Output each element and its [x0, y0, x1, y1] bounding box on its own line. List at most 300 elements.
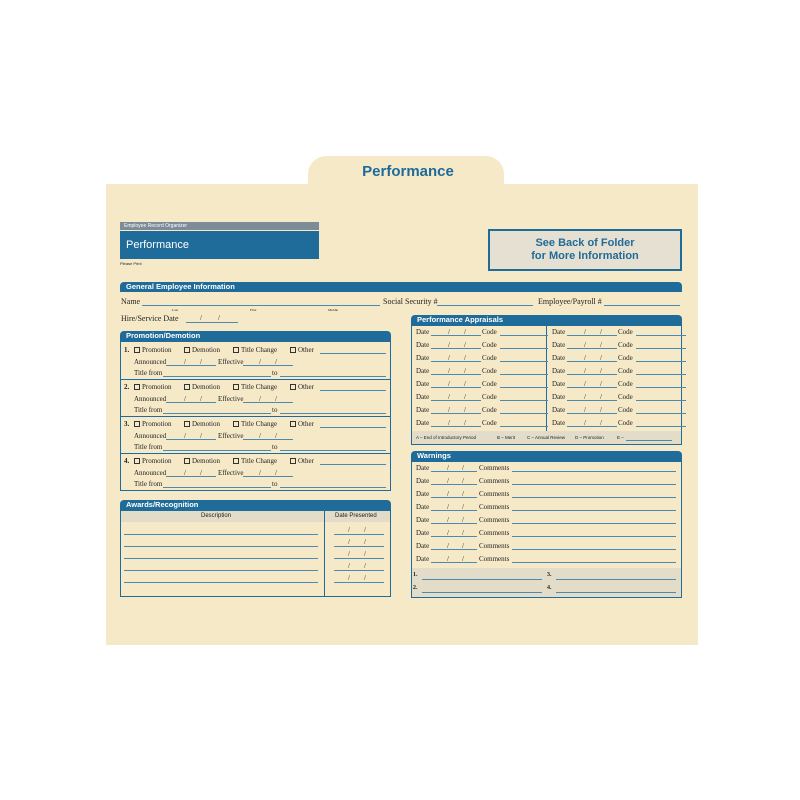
- checkbox-label: Title Change: [241, 346, 278, 354]
- to-label: to: [272, 480, 278, 488]
- award-date-slash: /: [348, 538, 350, 546]
- warning-num-4-field[interactable]: [556, 592, 676, 593]
- checkbox-label: Other: [298, 420, 314, 428]
- warning-comments-field[interactable]: [512, 562, 676, 563]
- warning-date-field[interactable]: [431, 471, 477, 472]
- appraisal-date-slash: /: [464, 406, 466, 414]
- appraisal-date-slash: /: [464, 380, 466, 388]
- appraisal-date-slash: /: [448, 393, 450, 401]
- checkbox-box[interactable]: [290, 421, 296, 427]
- checkbox-label: Demotion: [192, 420, 220, 428]
- title-to-field[interactable]: [280, 450, 386, 451]
- appraisal-code-field[interactable]: [636, 426, 686, 427]
- appraisal-code-field[interactable]: [500, 413, 548, 414]
- appraisal-code-field[interactable]: [500, 400, 548, 401]
- appraisal-date-field[interactable]: [431, 400, 481, 401]
- warning-num-1-field[interactable]: [422, 579, 542, 580]
- checkbox-box[interactable]: [134, 458, 140, 464]
- checkbox-label: Demotion: [192, 457, 220, 465]
- promotion-entry-number: 2.: [124, 383, 130, 391]
- to-label: to: [272, 369, 278, 377]
- appraisal-date-label: Date: [552, 367, 566, 375]
- warning-date-slash: /: [462, 529, 464, 537]
- awards-col-date: Date Presented: [335, 513, 377, 519]
- checkbox-label: Promotion: [142, 346, 172, 354]
- warning-comments-label: Comments: [479, 477, 510, 485]
- warning-date-slash: /: [462, 503, 464, 511]
- appraisal-date-label: Date: [552, 328, 566, 336]
- tab-label: Performance: [362, 163, 454, 180]
- warning-date-label: Date: [416, 542, 430, 550]
- checkbox-other[interactable]: [290, 420, 314, 428]
- checkbox-other[interactable]: [290, 346, 314, 354]
- appraisal-code-label: Code: [618, 354, 633, 362]
- appraisal-date-slash: /: [448, 341, 450, 349]
- warning-comments-field[interactable]: [512, 510, 676, 511]
- appraisal-date-slash: /: [600, 354, 602, 362]
- warning-num-3-field[interactable]: [556, 579, 676, 580]
- checkbox-label: Promotion: [142, 420, 172, 428]
- appraisal-code-field[interactable]: [500, 361, 548, 362]
- warning-num-2-field[interactable]: [422, 592, 542, 593]
- appraisal-date-slash: /: [600, 406, 602, 414]
- general-section-header: General Employee Information: [120, 282, 682, 292]
- appraisal-date-field[interactable]: [431, 387, 481, 388]
- effective-field[interactable]: [243, 439, 293, 440]
- appraisal-date-slash: /: [464, 419, 466, 427]
- effective-slash: /: [275, 395, 277, 403]
- warning-date-label: Date: [416, 529, 430, 537]
- appraisal-code-field[interactable]: [500, 387, 548, 388]
- checkbox-title-change[interactable]: [233, 420, 277, 428]
- effective-field[interactable]: [243, 476, 293, 477]
- appraisal-date-slash: /: [464, 367, 466, 375]
- title-to-field[interactable]: [280, 413, 386, 414]
- appraisal-code-field[interactable]: [500, 426, 548, 427]
- checkbox-box[interactable]: [233, 458, 239, 464]
- appraisal-date-label: Date: [416, 341, 430, 349]
- title-from-field[interactable]: [163, 450, 271, 451]
- appraisal-code-label: Code: [482, 367, 497, 375]
- form-title: Performance: [126, 239, 189, 251]
- appraisal-date-slash: /: [448, 406, 450, 414]
- award-date-slash: /: [348, 526, 350, 534]
- appraisal-date-label: Date: [552, 341, 566, 349]
- warning-date-field[interactable]: [431, 549, 477, 550]
- title-from-field[interactable]: [163, 487, 271, 488]
- warning-comments-field[interactable]: [512, 549, 676, 550]
- effective-label: Effective: [218, 469, 244, 477]
- warning-date-field[interactable]: [431, 484, 477, 485]
- legend-e: E –: [617, 435, 624, 440]
- appraisal-code-label: Code: [482, 380, 497, 388]
- appraisal-date-field[interactable]: [567, 348, 617, 349]
- appraisal-code-label: Code: [482, 341, 497, 349]
- appraisal-date-field[interactable]: [567, 400, 617, 401]
- checkbox-label: Promotion: [142, 383, 172, 391]
- effective-label: Effective: [218, 395, 244, 403]
- checkbox-label: Promotion: [142, 457, 172, 465]
- appraisal-date-field[interactable]: [431, 413, 481, 414]
- checkbox-promotion[interactable]: [134, 420, 172, 428]
- award-date-slash: /: [364, 538, 366, 546]
- announced-slash: /: [200, 395, 202, 403]
- appraisal-date-label: Date: [416, 354, 430, 362]
- effective-slash: /: [275, 358, 277, 366]
- warning-date-field[interactable]: [431, 523, 477, 524]
- appraisal-date-label: Date: [416, 393, 430, 401]
- warning-date-label: Date: [416, 503, 430, 511]
- appraisal-code-field[interactable]: [500, 374, 548, 375]
- warning-date-label: Date: [416, 464, 430, 472]
- appraisal-date-field[interactable]: [567, 335, 617, 336]
- appraisal-date-field[interactable]: [567, 361, 617, 362]
- award-date-field[interactable]: [334, 546, 384, 547]
- appraisal-code-label: Code: [618, 367, 633, 375]
- other-field[interactable]: [320, 427, 386, 428]
- checkbox-label: Title Change: [241, 420, 278, 428]
- checkbox-label: Other: [298, 457, 314, 465]
- award-date-field[interactable]: [334, 558, 384, 559]
- checkbox-box[interactable]: [290, 384, 296, 390]
- other-field[interactable]: [320, 464, 386, 465]
- checkbox-box[interactable]: [184, 347, 190, 353]
- checkbox-box[interactable]: [233, 421, 239, 427]
- awards-col-divider: [324, 511, 325, 596]
- appraisal-code-label: Code: [482, 406, 497, 414]
- announced-slash: /: [184, 469, 186, 477]
- please-print-label: Please Print: [120, 261, 142, 266]
- warning-comments-label: Comments: [479, 555, 510, 563]
- checkbox-title-change[interactable]: [233, 457, 277, 465]
- award-date-slash: /: [364, 562, 366, 570]
- appraisal-date-slash: /: [584, 354, 586, 362]
- employee-label: Employee/Payroll #: [538, 297, 602, 306]
- appraisal-code-field[interactable]: [636, 361, 686, 362]
- warning-date-slash: /: [462, 516, 464, 524]
- awards-box: [120, 510, 391, 597]
- hire-label: Hire/Service Date: [121, 314, 179, 323]
- appraisal-code-label: Code: [482, 419, 497, 427]
- appraisal-date-slash: /: [448, 367, 450, 375]
- employee-field[interactable]: [604, 305, 680, 306]
- award-description-field[interactable]: [124, 558, 318, 559]
- appraisal-code-field[interactable]: [636, 413, 686, 414]
- hire-slash-2: /: [218, 314, 220, 322]
- award-description-field[interactable]: [124, 546, 318, 547]
- award-date-slash: /: [364, 526, 366, 534]
- warning-date-label: Date: [416, 555, 430, 563]
- appraisal-date-slash: /: [584, 341, 586, 349]
- form-title-bar: [120, 231, 319, 259]
- other-field[interactable]: [320, 390, 386, 391]
- ssn-field[interactable]: [437, 305, 533, 306]
- appraisals-col-divider: [546, 326, 547, 431]
- appraisal-date-slash: /: [448, 354, 450, 362]
- other-field[interactable]: [320, 353, 386, 354]
- announced-slash: /: [200, 432, 202, 440]
- checkbox-box[interactable]: [290, 347, 296, 353]
- appraisal-code-label: Code: [618, 393, 633, 401]
- warning-comments-field[interactable]: [512, 497, 676, 498]
- appraisal-date-slash: /: [600, 393, 602, 401]
- warning-comments-field[interactable]: [512, 523, 676, 524]
- warning-date-field[interactable]: [431, 510, 477, 511]
- appraisal-date-slash: /: [464, 328, 466, 336]
- warning-comments-field[interactable]: [512, 484, 676, 485]
- warning-date-field[interactable]: [431, 536, 477, 537]
- announced-slash: /: [184, 395, 186, 403]
- appraisal-code-field[interactable]: [500, 335, 548, 336]
- appraisal-date-slash: /: [600, 328, 602, 336]
- appraisal-code-label: Code: [482, 328, 497, 336]
- award-description-field[interactable]: [124, 570, 318, 571]
- announced-slash: /: [184, 358, 186, 366]
- award-date-field[interactable]: [334, 534, 384, 535]
- warning-date-label: Date: [416, 477, 430, 485]
- legend-b: B – Merit: [497, 435, 516, 440]
- warning-comments-label: Comments: [479, 464, 510, 472]
- effective-slash: /: [259, 358, 261, 366]
- announced-slash: /: [200, 358, 202, 366]
- warning-comments-field[interactable]: [512, 536, 676, 537]
- checkbox-demotion[interactable]: [184, 383, 220, 391]
- appraisal-date-field[interactable]: [567, 387, 617, 388]
- checkbox-box[interactable]: [290, 458, 296, 464]
- warning-date-slash: /: [447, 529, 449, 537]
- title-from-field[interactable]: [163, 413, 271, 414]
- awards-section-header: Awards/Recognition: [120, 500, 391, 510]
- checkbox-label: Title Change: [241, 383, 278, 391]
- appraisal-date-label: Date: [416, 367, 430, 375]
- checkbox-box[interactable]: [134, 421, 140, 427]
- appraisal-code-field[interactable]: [636, 400, 686, 401]
- checkbox-other[interactable]: [290, 457, 314, 465]
- announced-field[interactable]: [166, 476, 216, 477]
- appraisal-date-slash: /: [584, 328, 586, 336]
- checkbox-box[interactable]: [233, 384, 239, 390]
- appraisal-code-field[interactable]: [636, 348, 686, 349]
- title-to-field[interactable]: [280, 376, 386, 377]
- appraisal-date-field[interactable]: [431, 361, 481, 362]
- warning-date-slash: /: [447, 542, 449, 550]
- warning-date-slash: /: [447, 477, 449, 485]
- checkbox-box[interactable]: [184, 458, 190, 464]
- warning-date-field[interactable]: [431, 562, 477, 563]
- appraisal-date-slash: /: [448, 328, 450, 336]
- appraisal-date-slash: /: [464, 354, 466, 362]
- appraisal-date-field[interactable]: [431, 348, 481, 349]
- checkbox-label: Demotion: [192, 346, 220, 354]
- name-field[interactable]: [142, 305, 380, 306]
- appraisal-date-field[interactable]: [431, 335, 481, 336]
- warnings-section-header: Warnings: [411, 451, 682, 461]
- appraisal-code-field[interactable]: [636, 374, 686, 375]
- checkbox-box[interactable]: [134, 347, 140, 353]
- title-from-field[interactable]: [163, 376, 271, 377]
- promotion-entry-number: 3.: [124, 420, 130, 428]
- appraisal-date-field[interactable]: [431, 426, 481, 427]
- checkbox-demotion[interactable]: [184, 346, 220, 354]
- warning-date-label: Date: [416, 490, 430, 498]
- appraisal-date-slash: /: [464, 341, 466, 349]
- award-date-slash: /: [364, 574, 366, 582]
- hire-slash-1: /: [200, 314, 202, 322]
- title-to-field[interactable]: [280, 487, 386, 488]
- announced-label: Announced: [134, 432, 167, 440]
- announced-label: Announced: [134, 358, 167, 366]
- appraisal-date-label: Date: [416, 419, 430, 427]
- title-from-label: Title from: [134, 369, 163, 377]
- warning-comments-label: Comments: [479, 529, 510, 537]
- checkbox-demotion[interactable]: [184, 457, 220, 465]
- warning-comments-label: Comments: [479, 503, 510, 511]
- appraisal-date-field[interactable]: [567, 374, 617, 375]
- warning-date-slash: /: [462, 464, 464, 472]
- checkbox-label: Title Change: [241, 457, 278, 465]
- checkbox-promotion[interactable]: [134, 457, 172, 465]
- award-description-field[interactable]: [124, 534, 318, 535]
- ssn-label: Social Security #: [383, 297, 438, 306]
- warning-date-field[interactable]: [431, 497, 477, 498]
- awards-col-description: Description: [201, 513, 232, 519]
- title-from-label: Title from: [134, 480, 163, 488]
- warning-comments-label: Comments: [479, 516, 510, 524]
- appraisal-code-label: Code: [482, 354, 497, 362]
- appraisal-date-label: Date: [552, 354, 566, 362]
- to-label: to: [272, 443, 278, 451]
- announced-slash: /: [184, 432, 186, 440]
- warning-comments-label: Comments: [479, 490, 510, 498]
- legend-c: C – Annual Review: [527, 435, 566, 440]
- appraisal-code-label: Code: [482, 393, 497, 401]
- award-description-field[interactable]: [124, 582, 318, 583]
- checkbox-promotion[interactable]: [134, 383, 172, 391]
- promotion-entry-divider: [121, 453, 390, 454]
- promotion-entry-number: 4.: [124, 457, 130, 465]
- appraisal-code-label: Code: [618, 406, 633, 414]
- appraisal-code-field[interactable]: [636, 387, 686, 388]
- appraisal-date-label: Date: [416, 380, 430, 388]
- checkbox-demotion[interactable]: [184, 420, 220, 428]
- announced-label: Announced: [134, 469, 167, 477]
- appraisal-date-slash: /: [464, 393, 466, 401]
- organizer-label: Employee Record Organizer: [124, 223, 188, 229]
- effective-label: Effective: [218, 432, 244, 440]
- name-sub-middle: Middle: [328, 308, 339, 312]
- warning-date-slash: /: [447, 464, 449, 472]
- effective-field[interactable]: [243, 402, 293, 403]
- warning-num-4: 4.: [547, 585, 552, 591]
- announced-slash: /: [200, 469, 202, 477]
- warning-num-1: 1.: [413, 572, 418, 578]
- warning-comments-field[interactable]: [512, 471, 676, 472]
- warning-comments-label: Comments: [479, 542, 510, 550]
- effective-field[interactable]: [243, 365, 293, 366]
- award-date-field[interactable]: [334, 582, 384, 583]
- award-date-slash: /: [348, 550, 350, 558]
- appraisal-date-slash: /: [584, 419, 586, 427]
- name-sub-first: First: [250, 308, 257, 312]
- promotion-entry-number: 1.: [124, 346, 130, 354]
- appraisal-date-label: Date: [552, 393, 566, 401]
- appraisal-date-field[interactable]: [431, 374, 481, 375]
- checkbox-box[interactable]: [184, 384, 190, 390]
- appraisal-date-slash: /: [448, 419, 450, 427]
- warning-date-slash: /: [462, 477, 464, 485]
- announced-field[interactable]: [166, 439, 216, 440]
- award-date-slash: /: [348, 574, 350, 582]
- checkbox-box[interactable]: [184, 421, 190, 427]
- title-from-label: Title from: [134, 406, 163, 414]
- name-sub-last: Last: [172, 308, 179, 312]
- award-date-slash: /: [364, 550, 366, 558]
- see-back-notice: [488, 229, 682, 271]
- title-from-label: Title from: [134, 443, 163, 451]
- hire-field[interactable]: [186, 322, 238, 323]
- appraisal-code-field[interactable]: [636, 335, 686, 336]
- legend-a: A – End of Introductory Period: [416, 435, 477, 440]
- effective-slash: /: [275, 432, 277, 440]
- warning-date-slash: /: [462, 542, 464, 550]
- appraisal-date-label: Date: [552, 380, 566, 388]
- checkbox-label: Other: [298, 383, 314, 391]
- announced-field[interactable]: [166, 365, 216, 366]
- appraisal-date-slash: /: [448, 380, 450, 388]
- appraisal-date-slash: /: [600, 380, 602, 388]
- checkbox-title-change[interactable]: [233, 383, 277, 391]
- name-label: Name: [121, 297, 141, 306]
- appraisal-code-label: Code: [618, 328, 633, 336]
- legend-d: D – Promotion: [575, 435, 604, 440]
- checkbox-label: Demotion: [192, 383, 220, 391]
- checkbox-box[interactable]: [233, 347, 239, 353]
- award-date-field[interactable]: [334, 570, 384, 571]
- appraisal-code-label: Code: [618, 419, 633, 427]
- warning-num-3: 3.: [547, 572, 552, 578]
- appraisal-date-field[interactable]: [567, 426, 617, 427]
- appraisal-code-label: Code: [618, 380, 633, 388]
- appraisal-date-label: Date: [416, 328, 430, 336]
- promotion-section-header: Promotion/Demotion: [120, 331, 391, 341]
- warning-date-slash: /: [462, 555, 464, 563]
- warning-date-slash: /: [462, 490, 464, 498]
- appraisal-date-slash: /: [600, 367, 602, 375]
- appraisal-date-slash: /: [600, 341, 602, 349]
- organizer-label-bar: [120, 222, 319, 230]
- legend-e-field[interactable]: [626, 440, 672, 441]
- appraisal-date-field[interactable]: [567, 413, 617, 414]
- appraisal-date-slash: /: [584, 393, 586, 401]
- appraisal-date-slash: /: [584, 380, 586, 388]
- appraisal-date-label: Date: [416, 406, 430, 414]
- notice-line-1: See Back of Folder: [535, 237, 635, 249]
- appraisal-code-field[interactable]: [500, 348, 548, 349]
- checkbox-box[interactable]: [134, 384, 140, 390]
- appraisal-date-slash: /: [600, 419, 602, 427]
- announced-field[interactable]: [166, 402, 216, 403]
- checkbox-other[interactable]: [290, 383, 314, 391]
- promotion-entry-divider: [121, 416, 390, 417]
- checkbox-promotion[interactable]: [134, 346, 172, 354]
- appraisal-date-slash: /: [584, 406, 586, 414]
- checkbox-title-change[interactable]: [233, 346, 277, 354]
- warning-date-slash: /: [447, 555, 449, 563]
- effective-slash: /: [259, 395, 261, 403]
- warning-num-2: 2.: [413, 585, 418, 591]
- promotion-entry-divider: [121, 379, 390, 380]
- checkbox-label: Other: [298, 346, 314, 354]
